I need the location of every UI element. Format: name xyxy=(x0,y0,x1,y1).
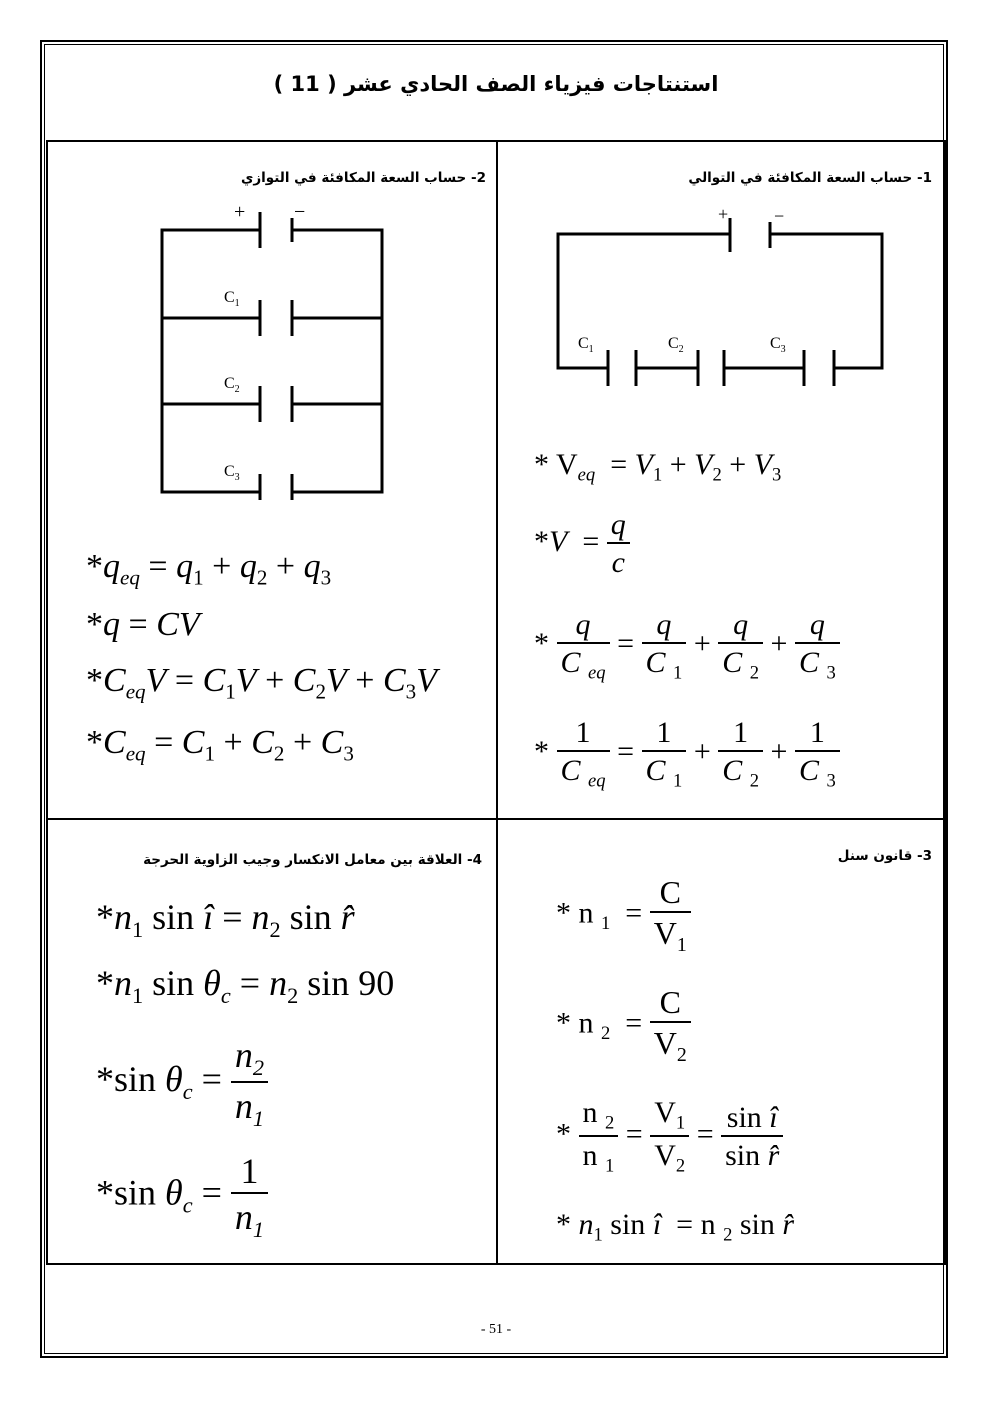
series-minus-label: − xyxy=(774,206,785,226)
s2-eq-2: *q = CV xyxy=(86,606,200,643)
s1-eq-3: * $\frac{q}{C _{eq}}$ = $\frac{q}{C _1}$ + $\frac{q}{C _2}$ + $\frac{q}{C _3}$ xyxy=(534,608,840,685)
parallel-c2-label: $C_2$ xyxy=(224,375,240,395)
parallel-minus-label: − xyxy=(294,201,306,223)
series-c1-label: $C_1$ xyxy=(578,335,594,355)
s1-eq-4: * $\frac{1}{C _{eq}}$ = $\frac{1}{C _1}$ + $\frac{1}{C _2}$ + $\frac{1}{C _3}$ xyxy=(534,716,840,793)
s4-eq-3: *sin $\theta_c$ = $\frac{n_2}{n_1}$ xyxy=(96,1034,268,1132)
section-2-heading: 2- حساب السعة المكافئة في التوازي xyxy=(241,170,486,186)
parallel-c1-label: $C_1$ xyxy=(224,289,240,309)
section-1-heading: 1- حساب السعة المكافئة في التوالي xyxy=(688,170,932,186)
page-number: - 51 - xyxy=(480,1322,512,1337)
s1-eq-2: *V = $\frac{q}{c}$ xyxy=(534,508,630,580)
s3-eq-4: * $n_1$ sin î = n $_2$ sin r̂ xyxy=(556,1208,795,1246)
s2-eq-3: $*C_{eq}V = C_1V + C_2V + C_3V$ xyxy=(86,662,437,704)
s4-eq-2: $*n_1$ $\sin \theta_c = n_2$ sin 90 xyxy=(96,963,395,1008)
s3-eq-2: * n $_2$ = $\frac{C}{V_2}$ xyxy=(556,984,691,1067)
page-title: استنتاجات فيزياء الصف الحادي عشر ( 11 ) xyxy=(273,72,719,96)
s3-eq-1: * n $_1$ = $\frac{C}{V_1}$ xyxy=(556,874,691,957)
parallel-c3-label: $C_3$ xyxy=(224,463,240,483)
s4-eq-1: $*n_1$ sin î = $n_2$ sin r̂ xyxy=(96,897,355,942)
s1-eq-1: * $V_{eq} = V_1 + V_2 + V_3$ xyxy=(534,448,782,486)
grid-divider-vertical xyxy=(496,140,498,1265)
s2-eq-4: $*C_{eq} = C_1 + C_2 + C_3$ xyxy=(86,724,354,766)
s4-eq-4: *sin $\theta_c$ = $\frac{1}{n_1}$ xyxy=(96,1150,268,1243)
section-4-heading: 4- العلاقة بين معامل الانكسار وجيب الزاوية الحرجة xyxy=(143,852,482,868)
parallel-plus-label: + xyxy=(234,201,246,223)
parallel-circuit-diagram xyxy=(158,200,390,500)
s2-eq-1: $*q_{eq} = q_1 + q_2 + q_3$ xyxy=(86,548,332,590)
grid-divider-horizontal xyxy=(46,818,946,820)
series-c3-label: $C_3$ xyxy=(770,335,786,355)
s3-eq-3: * $\frac{n _2}{n _1}$ = $\frac{V_1}{V_2}$ = $\frac{\text{sin î}}{\text{sin r̂}}$ xyxy=(556,1096,783,1177)
series-plus-label: + xyxy=(718,204,729,224)
series-c2-label: $C_2$ xyxy=(668,335,684,355)
section-3-heading: 3- قانون سنل xyxy=(837,848,932,864)
series-circuit-diagram xyxy=(552,200,888,400)
